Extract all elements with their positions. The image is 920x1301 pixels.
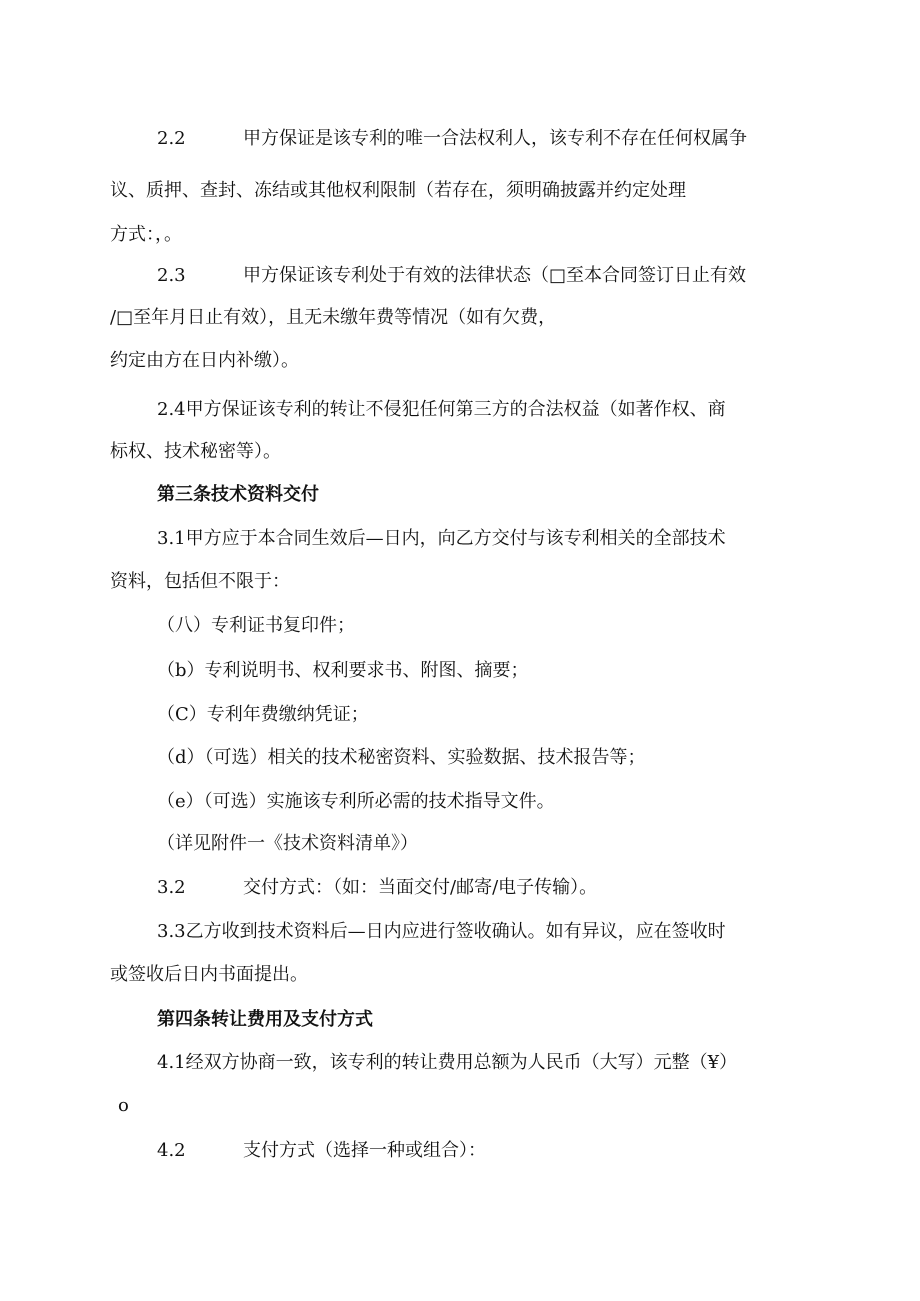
clause-2-2-line-1 <box>157 127 747 151</box>
article-4-heading: 第四条转让费用及支付方式 <box>157 1009 373 1030</box>
attachment-reference: （详见附件一《技术资料清单》） <box>157 833 418 854</box>
clause-4-1-line-1 <box>157 1051 737 1075</box>
clause-3-1-line-1 <box>157 527 726 551</box>
clause-text: 甲方应于本合同生效后—日内，向乙方交付与该专利相关的全部技术 <box>185 528 726 549</box>
clause-text: 甲方保证该专利处于有效的法律状态（□至本合同签订日止有效 <box>243 265 747 286</box>
clause-text: 甲方保证该专利的转让不侵犯任何第三方的合法权益（如著作权、商 <box>185 399 726 420</box>
article-3-heading: 第三条技术资料交付 <box>157 484 319 505</box>
clause-text: 甲方保证是该专利的唯一合法权利人，该专利不存在任何权属争 <box>243 128 747 149</box>
list-item: （d）（可选）相关的技术秘密资料、实验数据、技术报告等； <box>157 747 646 768</box>
clause-number: 3.1 <box>157 528 186 549</box>
list-item: （b）专利说明书、权利要求书、附图、摘要； <box>157 660 529 681</box>
clause-3-3-line-1 <box>157 920 726 944</box>
clause-number: 4.1 <box>157 1052 186 1073</box>
list-item: （C）专利年费缴纳凭证； <box>157 704 369 725</box>
clause-text: 经双方协商一致，该专利的转让费用总额为人民币（大写）元整（¥） <box>185 1052 738 1073</box>
clause-number: 2.3 <box>157 265 186 286</box>
clause-4-1-line-2: o <box>118 1095 129 1116</box>
clause-2-3-line-2: /□至年月日止有效），且无未缴年费等情况（如有欠费， <box>110 307 557 328</box>
clause-text: 支付方式（选择一种或组合）： <box>243 1140 486 1161</box>
clause-text: 乙方收到技术资料后—日内应进行签收确认。如有异议，应在签收时 <box>185 921 726 942</box>
list-item: （e）（可选）实施该专利所必需的技术指导文件。 <box>157 791 555 812</box>
clause-3-1-line-2: 资料，包括但不限于： <box>110 571 290 592</box>
clause-number: 2.4 <box>157 399 186 420</box>
clause-number: 4.2 <box>157 1140 186 1161</box>
clause-2-2-line-3: 方式：，。 <box>110 224 182 245</box>
clause-3-2 <box>157 876 597 900</box>
clause-2-3-line-1 <box>157 264 746 288</box>
clause-number: 2.2 <box>157 128 186 149</box>
clause-2-3-line-3: 约定由方在日内补缴）。 <box>110 350 299 371</box>
clause-3-3-line-2: 或签收后日内书面提出。 <box>110 964 308 985</box>
clause-2-4-line-2: 标权、技术秘密等）。 <box>110 441 281 462</box>
clause-4-2 <box>157 1139 486 1163</box>
clause-2-2-line-2: 议、质押、查封、冻结或其他权利限制（若存在，须明确披露并约定处理 <box>110 180 686 201</box>
list-item: （八）专利证书复印件； <box>157 615 355 636</box>
clause-2-4-line-1 <box>157 398 726 422</box>
clause-text: 交付方式：（如：当面交付/邮寄/电子传输）。 <box>243 877 598 898</box>
clause-number: 3.2 <box>157 877 186 898</box>
clause-number: 3.3 <box>157 921 186 942</box>
